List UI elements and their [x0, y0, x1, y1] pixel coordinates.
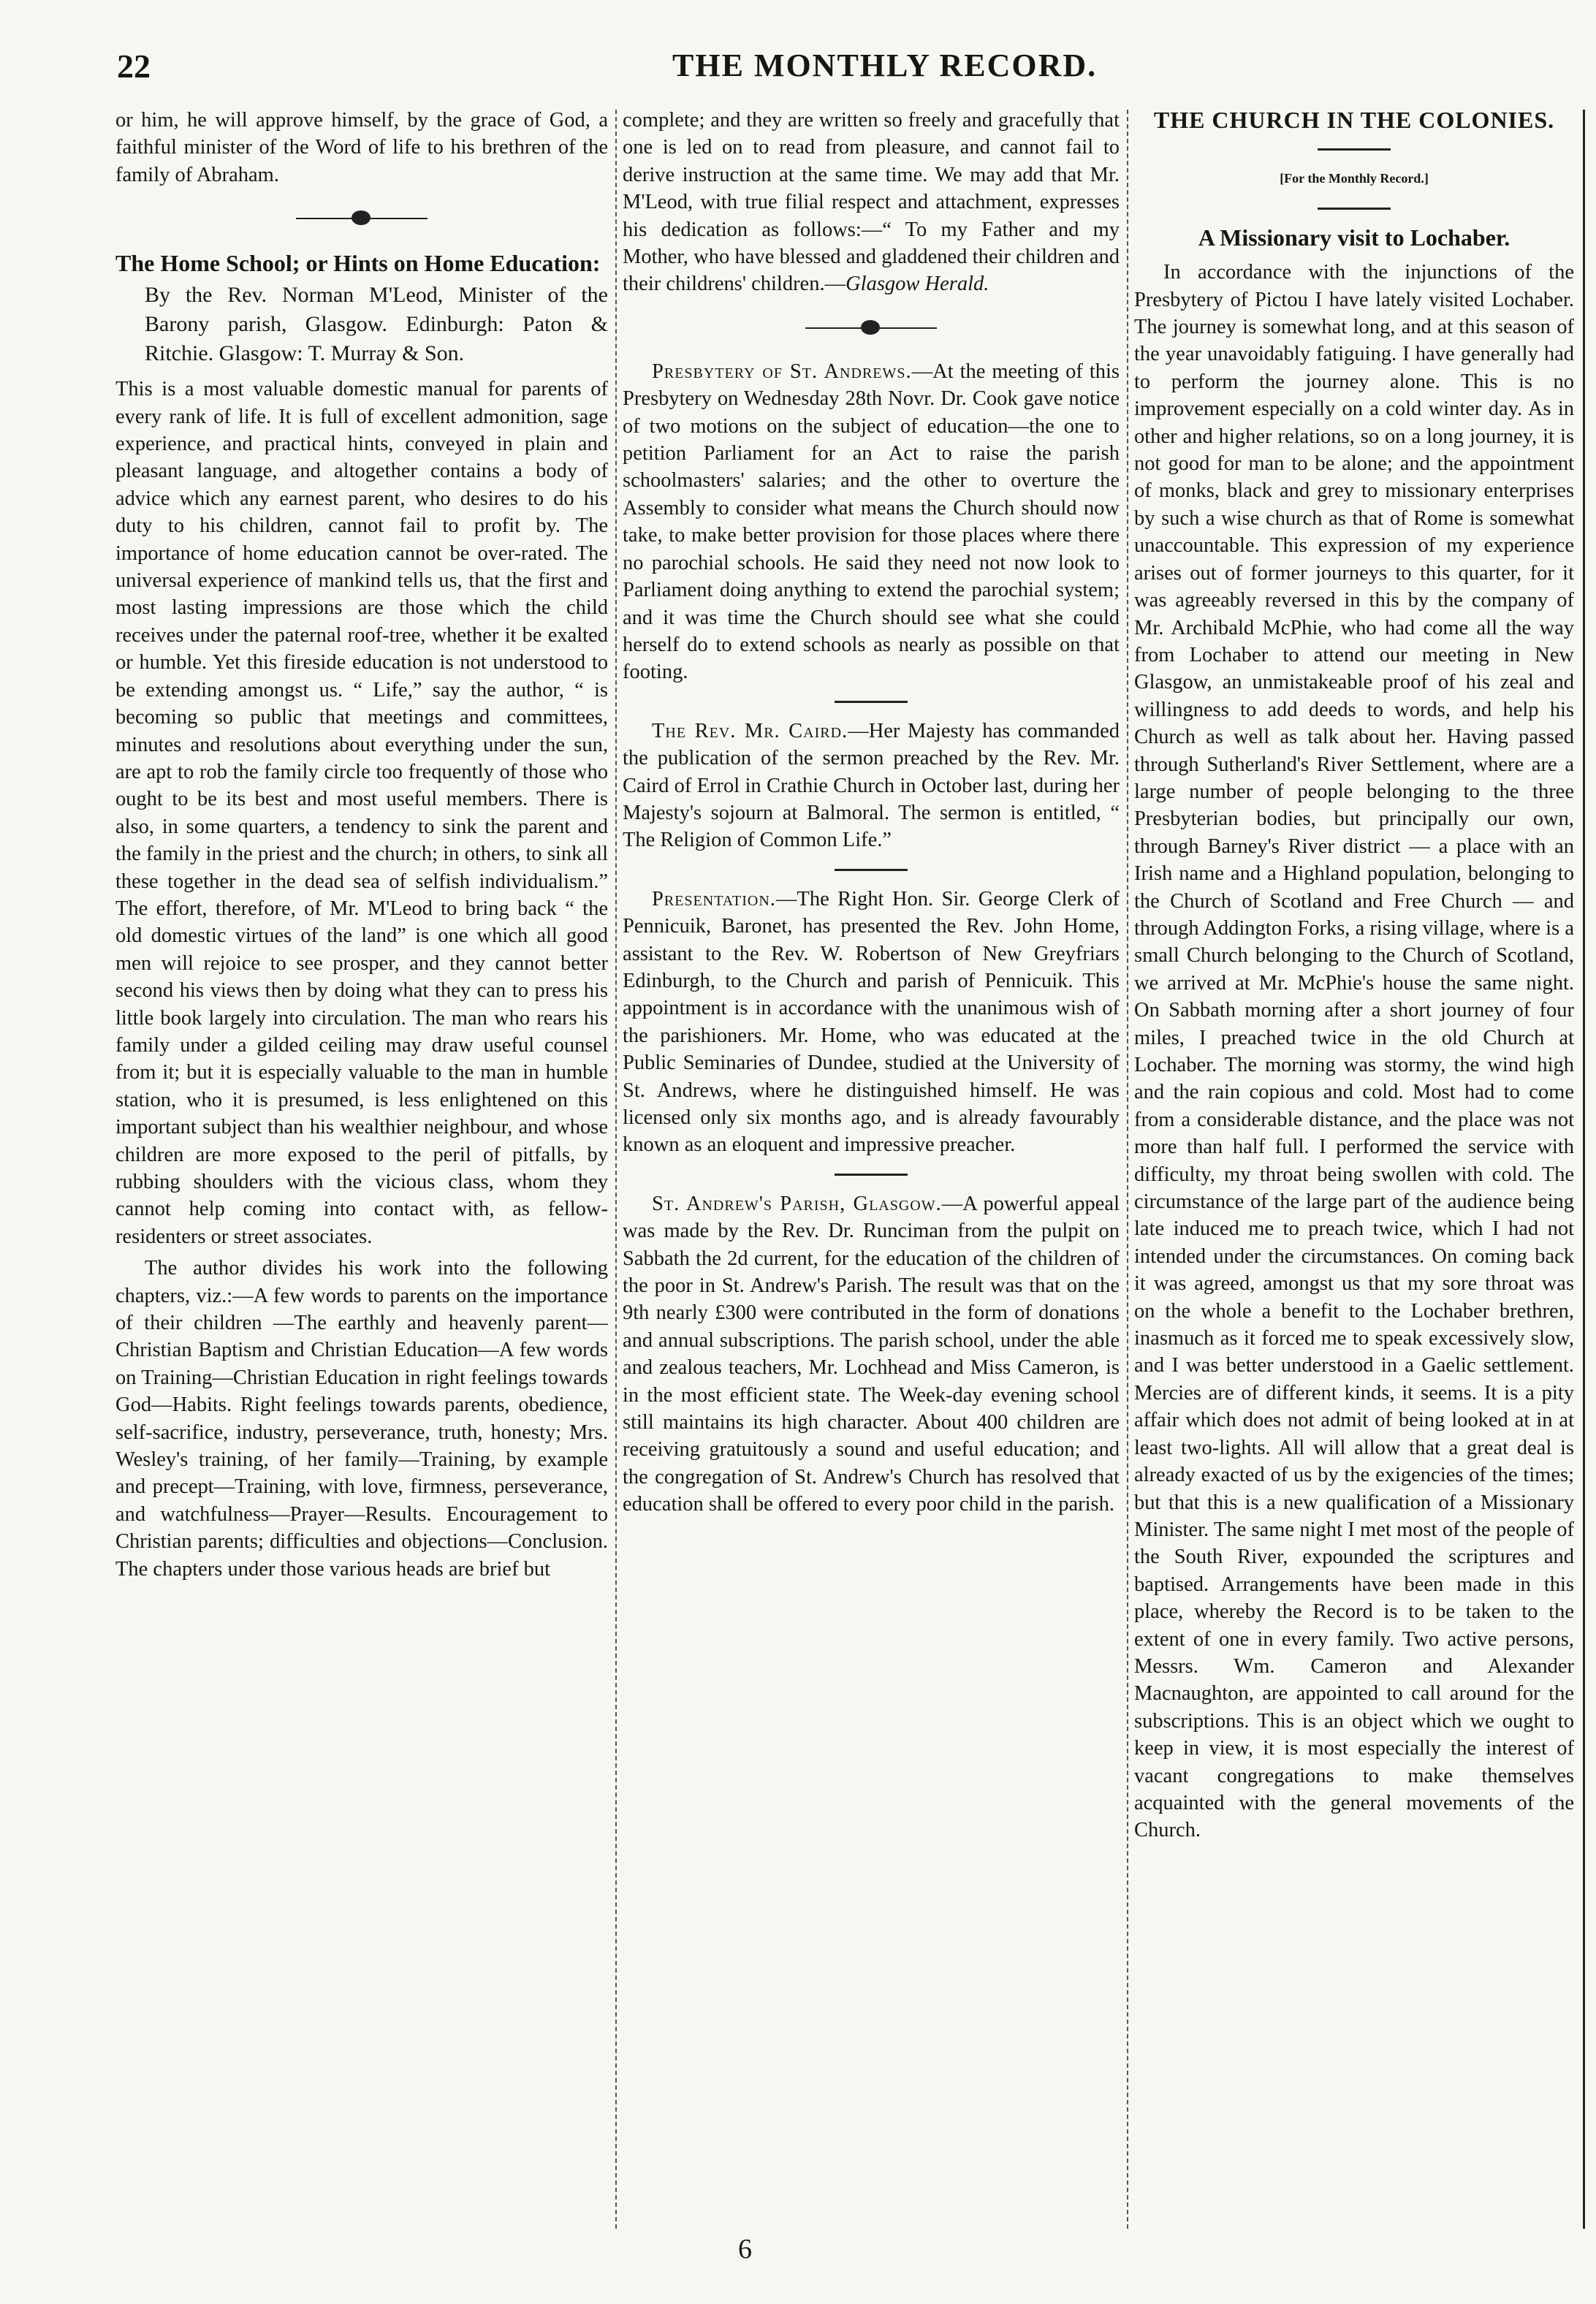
news-item-heading: Presbytery of St. Andrews. [652, 360, 912, 383]
news-item-heading: The Rev. Mr. Caird. [652, 719, 848, 742]
short-divider [1318, 208, 1391, 210]
continuation-body: complete; and they are written so freely and gracefully that one is led on to read from pleasure, and cannot fail to derive instruction at the same time. We may add that Mr. M'Leod, with true filial respect and attachment, expresses his dedication as follows:—“ To my Father and my Mother, who have blessed and gladdened their children and their childrens' children.— [623, 109, 1120, 296]
column-1 [115, 107, 608, 2233]
short-divider [1318, 148, 1391, 151]
column-divider [1127, 110, 1128, 2229]
ornamental-divider [805, 324, 937, 332]
continuation-text [623, 107, 1120, 298]
news-item-text: —Her Majesty has commanded the publication of the sermon preached by the Rev. Mr. Caird of Errol in Crathie Church in October last, during her Majesty's sojourn at Balmoral. The sermon is entitled, “ The Religion of Common Life.” [623, 719, 1120, 852]
article-title: A Missionary visit to Lochaber. [1198, 224, 1510, 251]
news-item [623, 358, 1120, 686]
column-divider [615, 110, 617, 2229]
review-book-info: By the Rev. Norman M'Leod, Minister of the Barony parish, Glasgow. Edinburgh: Paton & Ritchie. Glasgow: T. Murray & Son. [145, 283, 608, 366]
signature-mark: 6 [738, 2234, 752, 2265]
review-title: The Home School; or Hints on Home Education: [115, 250, 601, 277]
source-citation: Glasgow Herald. [846, 273, 989, 296]
review-paragraph: This is a most valuable domestic manual for parents of every rank of life. It is full of excellent admonition, sage experience, and practical hints, conveyed in plain and pleasant language, and altogether contains a body of advice which any earnest parent, who desires to do his duty to his children, cannot fail to profit by. The importance of home education cannot be over-rated. The universal experience of mankind tells us, that the first and most lasting impressions are those which the child receives under the paternal roof-tree, whether it be exalted or humble. Yet this fireside education is not understood to be extending amongst us. “ Life,” say the author, “ is becoming so public that meetings and committees, minutes and resolutions about everything under the sun, are apt to rob the family circle too frequently of those who ought to be its best and most useful members. There is also, in some quarters, a tendency to sink the parent and the family in the priest and the church; in others, to sink all these together in the dead sea of selfish individualism.” The effort, therefore, of Mr. M'Leod to bring back “ the old domestic virtues of the land” is one which all good men will rejoice to see prosper, and they cannot better second his views then by doing what they can to press his little book largely into circulation. The man who rears his family under a gilded ceiling may draw useful counsel from it; but it is especially valuable to the man in humble station, who it is presumed, is less enlightened on this important subject than his wealthier neighbour, and whose children are more exposed to the peril of pitfalls, by rubbing shoulders with the vicious class, whom they cannot help coming into contact with, as fellow-residenters or street associates. [115, 378, 608, 1248]
page-number: 22 [117, 47, 151, 85]
column-2 [623, 107, 1120, 2233]
news-item-heading: St. Andrew's Parish, Glasgow. [652, 1192, 942, 1215]
continuation-text: or him, he will approve himself, by the grace of God, a faithful minister of the Word of life to his brethren of the family of Abraham. [115, 109, 608, 186]
news-item [623, 886, 1120, 1159]
page-edge-rule [1583, 110, 1585, 2229]
article-body: In accordance with the injunctions of the Presbytery of Pictou I have lately visited Lochaber. The journey is somewhat long, and at this season of the year unavoidably fatiguing. I have generally had to perform the journey alone. This is no improvement especially on a cold winter day. As in other and higher relations, so on a long journey, it is not good for man to be alone; and the appointment of monks, black and grey to missionary enterprises by such a wise church as that of Rome is somewhat unaccountable. This expression of my experience arises out of former journeys to this quarter, for it was agreeably reversed in this by the company of Mr. Archibald McPhie, who had come all the way from Lochaber to attend our meeting in New Glasgow, an unmistakeable proof of his zeal and willingness to add deeds to words, and help his Church as well as talk about her. Having passed through Sutherland's River Settlement, where are a large number of people belonging to the three Presbyterian bodies, but principally our own, through Barney's River district — a place with an Irish name and a Highland population, belonging to the Church of Scotland and Free Church — and through Addington Forks, a rising village, where is a small Church belonging to the Church of Scotland, we arrived at Mr. McPhie's house the same night. On Sabbath morning after a short journey of four miles, I preached twice in the old Church at Lochaber. The morning was stormy, the wind high and the rain copious and cold. Most had to come from a considerable distance, and the place was not more than half full. I performed the service with difficulty, my throat being swollen with cold. The circumstance of the large part of the audience being late induced me to preach twice, which I had not intended under the circumstances. On coming back it was agreed, amongst us that my sore throat was on the whole a benefit to the Lochaber brethren, inasmuch as it forced me to speak excessively slow, and I was better understood in a Gaelic settlement. Mercies are of different kinds, it seems. It is a pity affair which does not admit of being looked at in at least two-lights. All will allow that a great deal is already exacted of us by the exigencies of the times; but that this is a new qualification of a Missionary Minister. The same night I met most of the people of the South River, expounded the scriptures and baptised. Arrangements have been made in this place, whereby the Record is to be taken to the extent of one in every family. Two active persons, Messrs. Wm. Cameron and Alexander Macnaughton, are appointed to call around for the subscriptions. This is an object which we ought to keep in view, it is most especially the interest of vacant congregations to make themselves acquainted with the general movements of the Church. [1134, 261, 1574, 1842]
ornamental-divider [296, 215, 428, 222]
news-item-text: —A powerful appeal was made by the Rev. Dr. Runciman from the pulpit on Sabbath the 2d current, for the education of the children of the poor in St. Andrew's Parish. The result was that on the 9th nearly £300 were contributed in the form of donations and annual subscriptions. The parish school, under the able and zealous teachers, Mr. Lochhead and Miss Cameron, is in the most efficient state. The Week-day evening school still maintains its high character. About 400 children are receiving gratuitously a sound and useful education; and the congregation of St. Andrew's Church has resolved that education shall be offered to every poor child in the parish. [623, 1192, 1120, 1516]
news-item-heading: Presentation. [652, 887, 776, 910]
page-header [117, 47, 1103, 91]
review-paragraph: The author divides his work into the following chapters, viz.:—A few words to parents on the importance of their children —The earthly and heavenly parent—Christian Baptism and Christian Education—A few words on Training—Christian Education in right feelings towards God—Habits. Right feelings towards parents, obedience, self-sacrifice, industry, perseverance, truth, honesty; Mrs. Wesley's training, of her family—Training, by example and precept—Training, with love, firmness, perseverance, and watchfulness—Prayer—Results. Encouragement to Christian parents; difficulties and objections—Conclusion. The chapters under those various heads are brief but [115, 1257, 608, 1581]
short-divider [835, 1174, 908, 1176]
news-item-text: —The Right Hon. Sir. George Clerk of Pennicuik, Baronet, has presented the Rev. John Home, assistant to the Rev. W. Robertson of New Greyfriars Edinburgh, to the Church and parish of Pennicuik. This appointment is in accordance with the unanimous wish of the parishioners. Mr. Home, who was educated at the Public Seminaries of Dundee, studied at the University of St. Andrews, where he distinguished himself. He was licensed only six months ago, and is already favourably known as an eloquent and impressive preacher. [623, 887, 1120, 1157]
short-divider [835, 701, 908, 703]
column-3 [1134, 107, 1574, 2233]
section-heading: THE CHURCH IN THE COLONIES. [1153, 107, 1555, 133]
running-head: THE MONTHLY RECORD. [672, 47, 1098, 83]
news-item-text: —At the meeting of this Presbytery on Wednesday 28th Novr. Dr. Cook gave notice of two motions on the subject of education—the one to petition Parliament for an Act to raise the parish schoolmasters' salaries; and the other to overture the Assembly to consider what means the Church should now take, to make better provision for those places where there no parochial schools. He said they need not now look to Parliament doing anything to extend the parochial system; and it was time the Church should see what she could herself do to extend schools as nearly as possible on that footing. [623, 360, 1120, 684]
short-divider [835, 869, 908, 871]
news-item [623, 718, 1120, 854]
news-item [623, 1190, 1120, 1518]
attribution: [For the Monthly Record.] [1280, 171, 1429, 186]
